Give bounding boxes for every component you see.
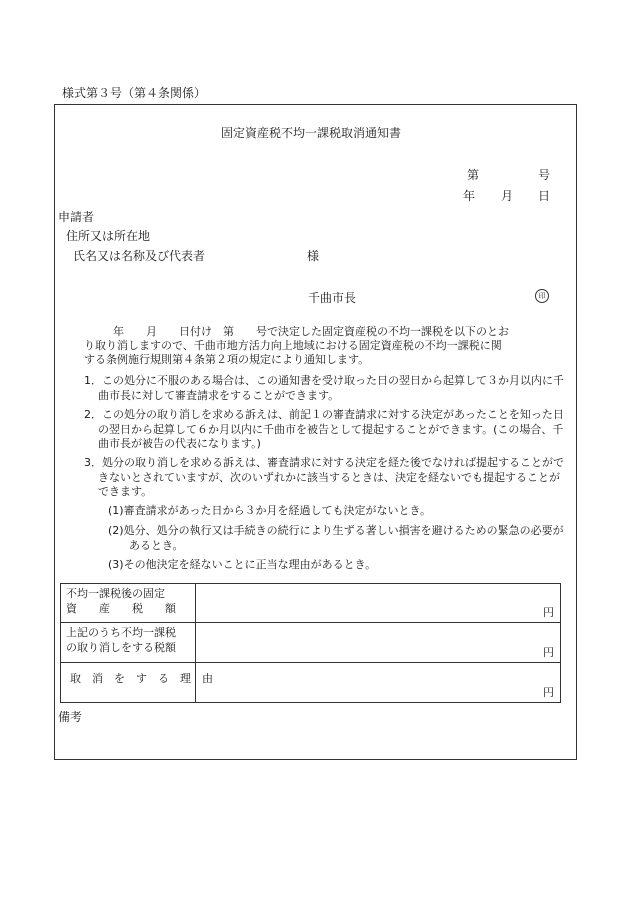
date-year: 年: [463, 189, 476, 203]
notice-item-2: 2．この処分の取り消しを求める訴えは、前記１の審査請求に対する決定があったことを知った日の翌日から起算して６か月以内に千曲市を被告として提起することができます。(この場合、千曲市長が被告の代表になります。): [84, 408, 564, 450]
sub-item-1: (1)審査請求があった日から３か月を経過しても決定がないとき。: [108, 504, 432, 517]
intro-line-1: 年 月 日付け 第 号で決定した固定資産税の不均一課税を以下のとお: [113, 325, 509, 338]
sub-item-2: (2)処分、処分の執行又は手続きの続行により生ずる著しい損害を避けるための緊急の必要があるとき。: [108, 524, 564, 552]
date-month: 月: [501, 189, 514, 203]
number-suffix: 号: [538, 168, 551, 182]
date-day: 日: [538, 189, 551, 203]
notice-item-1: 1．この処分に不服のある場合は、この通知書を受け取った日の翌日から起算して３か月以内に千曲市長に対して審査請求をすることができます。: [84, 374, 564, 402]
issuer-name: 千曲市長: [308, 291, 357, 305]
row3-label: 取 消 を す る 理 由: [70, 672, 213, 685]
number-prefix: 第: [467, 168, 480, 182]
row2-unit: 円: [543, 646, 554, 659]
applicant-heading: 申請者: [58, 210, 95, 224]
honorific-sama: 様: [307, 249, 320, 263]
form-number: 様式第３号（第４条関係）: [62, 86, 207, 100]
table-row-divider: [61, 622, 560, 623]
remarks-label: 備考: [58, 710, 83, 724]
row3-unit: 円: [543, 686, 554, 699]
row1-label-line2: 資 産 税 額: [66, 602, 176, 615]
sub-item-3: (3)その他決定を経ないことに正当な理由があるとき。: [108, 558, 377, 571]
form-title: 固定資産税不均一課税取消通知書: [221, 126, 402, 140]
row2-label-line2: の取り消しをする税額: [66, 641, 176, 654]
intro-line-3: する条例施行規則第４条第２項の規定により通知します。: [84, 353, 370, 366]
amount-table: [60, 583, 561, 703]
notice-item-3: 3．処分の取り消しを求める訴えは、審査請求に対する決定を経た後でなければ提起することができないとされていますが、次のいずれかに該当するときは、決定を経ないでも提起することができます。: [84, 456, 564, 498]
row2-label-line1: 上記のうち不均一課税: [66, 626, 176, 639]
address-label: 住所又は所在地: [66, 229, 151, 243]
name-label: 氏名又は名称及び代表者: [73, 249, 206, 263]
row1-unit: 円: [543, 606, 554, 619]
table-row-divider: [61, 662, 560, 663]
seal-mark: 印: [535, 289, 549, 303]
row1-label-line1: 不均一課税後の固定: [66, 587, 165, 600]
intro-line-2: り取り消しますので、千曲市地方活力向上地域における固定資産税の不均一課税に関: [84, 339, 502, 352]
